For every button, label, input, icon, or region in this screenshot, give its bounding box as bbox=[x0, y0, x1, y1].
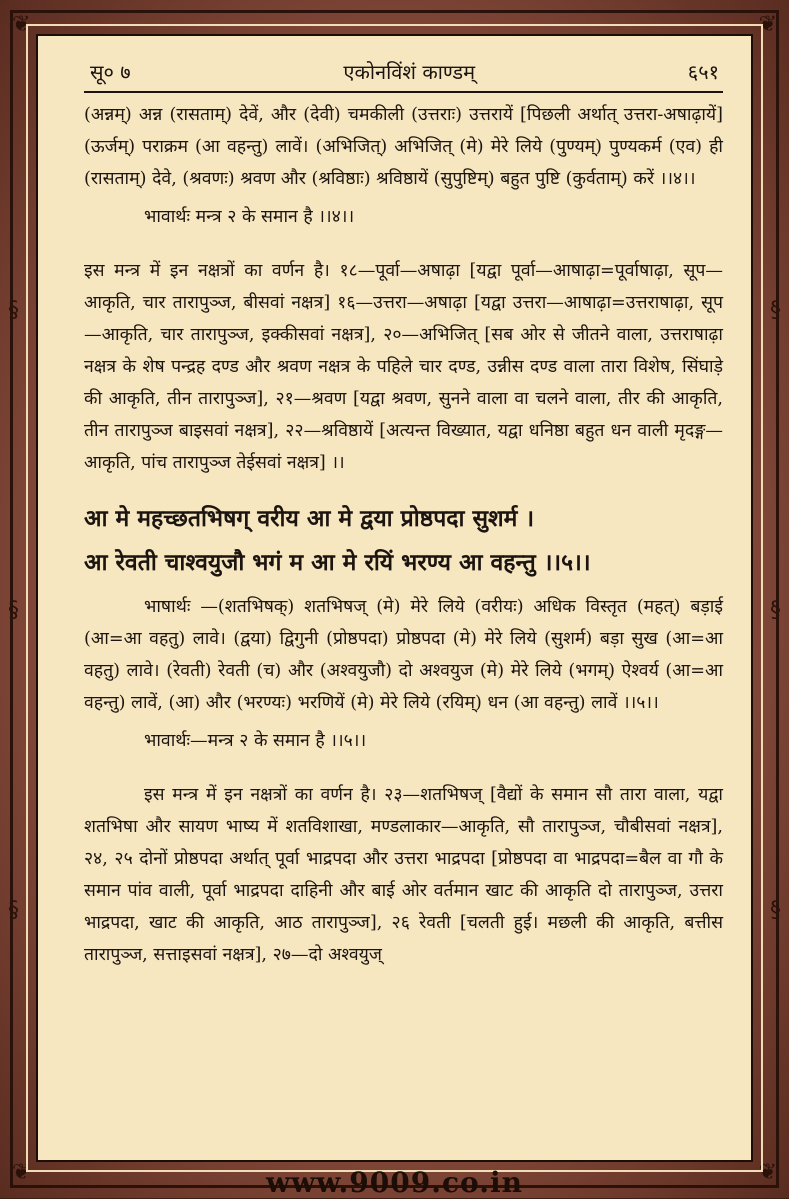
commentary-paragraph-4: इस मन्त्र में इन नक्षत्रों का वर्णन है। १८—पूर्वा—अषाढ़ा [यद्वा पूर्वा—आषाढ़ा=पूर्वाषाढ़ा, सूप—आकृति, चार तारापुञ्ज, बीसवां नक्षत्र] १६—उत्तरा—अषाढ़ा [यद्वा उत्तरा—आषाढ़ा=उत्तराषाढ़ा, सूप—आकृति, चार तारापुञ्ज, इक्कीसवां नक्षत्र], २०—अभिजित् [सब ओर से जीतने वाला, उत्तराषाढ़ा नक्षत्र के शेष पन्द्रह दण्ड और श्रवण नक्षत्र के पहिले चार दण्ड, उन्नीस दण्ड वाला तारा विशेष, सिंघाड़े की आकृति, तीन तारापुञ्ज], २१—श्रवण [यद्वा श्रवण, सुनने वाला वा चलने वाला, तीर की आकृति, तीन तारापुञ्ज बाइसवां नक्षत्र], २२—श्रविष्ठायें [अत्यन्त विख्यात, यद्वा धनिष्ठा बहुत धन वाली मृदङ्ग—आकृति, पांच तारापुञ्ज तेईसवां नक्षत्र] ।। bbox=[84, 261, 723, 473]
translation-paragraph-4: (अन्नम्) अन्न (रासताम्) देवें, और (देवी) चमकीली (उत्तराः) उत्तरायें [पिछली अर्थात् उत्तरा-अषाढ़ायें] (ऊर्जम्) पराक्रम (आ वहन्तु) लावें। (अभिजित्) अभिजित् (मे) मेरे लिये (पुण्यम्) पुण्यकर्म (एव) ही (रासताम्) देवे, (श्रवणः) श्रवण और (श्रविष्ठाः) श्रविष्ठायें (सुपुष्टिम्) बहुत पुष्टि (कुर्वताम्) करें ।।४।। bbox=[84, 105, 723, 189]
side-ornament-icon: § bbox=[8, 598, 19, 623]
side-ornament-icon: § bbox=[770, 298, 781, 323]
side-ornament-icon: § bbox=[770, 598, 781, 623]
mantra-line: आ रेवती चाश्वयुजौ भगं म आ मे रयिं भरण्य आ वहन्तु ।।५।। bbox=[84, 549, 591, 576]
corner-ornament-icon: ❦ bbox=[758, 1160, 777, 1185]
page-header bbox=[84, 48, 723, 93]
chapter-title: एकोनविंशं काण्डम् bbox=[343, 60, 476, 84]
corner-ornament-icon: ❦ bbox=[12, 1160, 31, 1185]
side-ornament-icon: § bbox=[8, 898, 19, 923]
translation-paragraph-5: भाषार्थः —(शतभिषक्) शतभिषज् (मे) मेरे लिये (वरीयः) अधिक विस्तृत (महत्) बड़ाई (आ=आ वहतु) लावे। (द्वया) द्विगुनी (प्रोष्ठपदा) प्रोष्ठपदा (मे) मेरे लिये (सुशर्म) बड़ा सुख (आ=आ वहतु) लावे। (रेवती) रेवती (च) और (अश्वयुजौ) दो अश्वयुज (मे) मेरे लिये (भगम्) ऐश्वर्य (आ=आ वहन्तु) लावें, (आ) और (भरण्यः) भरणियें (मे) मेरे लिये (रयिम्) धन (आ वहन्तु) लावें ।।५।। bbox=[84, 597, 723, 713]
side-ornament-icon: § bbox=[8, 298, 19, 323]
mantra-5 bbox=[84, 497, 723, 585]
website-link[interactable]: www.9009.co.in bbox=[266, 1166, 523, 1199]
book-page bbox=[36, 34, 753, 1162]
commentary-paragraph-5: इस मन्त्र में इन नक्षत्रों का वर्णन है। २३—शतभिषज् [वैद्यों के समान सौ तारा वाला, यद्वा शतभिषा और सायण भाष्य में शतविशाखा, मण्डलाकार—आकृति, सौ तारापुञ्ज, चौबीसवां नक्षत्र], २४, २५ दोनों प्रोष्ठपदा अर्थात् पूर्वा भाद्रपदा और उत्तरा भाद्रपदा [प्रोष्ठपदा वा भाद्रपदा=बैल वा गौ के समान पांव वाली, पूर्वा भाद्रपदा दाहिनी और बाई ओर वर्तमान खाट की आकृति दो तारापुञ्ज, उत्तरा भाद्रपदा, खाट की आकृति, आठ तारापुञ्ज], २६ रेवती [चलती हुई। मछली की आकृति, बत्तीस तारापुञ्ज, सत्ताइसवां नक्षत्र], २७—दो अश्वयुज् bbox=[84, 785, 723, 965]
mantra-line: आ मे महच्छतभिषग् वरीय आ मे द्वया प्रोष्ठपदा सुशर्म । bbox=[84, 505, 535, 532]
sutra-number: सू० ७ bbox=[90, 60, 131, 84]
bhavartha-5: भावार्थः—मन्त्र २ के समान है ।।५।। bbox=[144, 731, 367, 751]
bhavartha-4: भावार्थः मन्त्र २ के समान है ।।४।। bbox=[144, 207, 355, 227]
corner-ornament-icon: ❦ bbox=[758, 12, 777, 37]
corner-ornament-icon: ❦ bbox=[12, 12, 31, 37]
page-number: ६५१ bbox=[687, 60, 719, 84]
side-ornament-icon: § bbox=[770, 898, 781, 923]
